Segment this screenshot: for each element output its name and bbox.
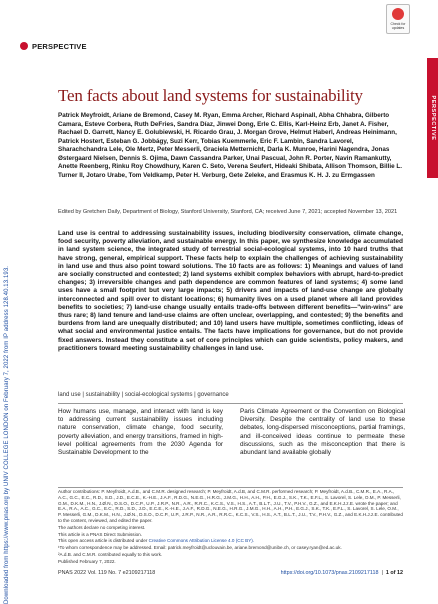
author-list: Patrick Meyfroidt, Ariane de Bremond, Casey M. Ryan, Emma Archer, Richard Aspinall, Abha Chhabra, Gilberto Camara, Esteve Corbera, Ruth DeFries, Sandra Díaz, Jinwei Dong, Erle C. Ellis, Karl-Heinz Erb, Janet A. Fisher, Rachael D. Garrett, Nancy E. Golubiewski, H. Ricardo Grau, J. Morgan Grove, Helmut Haberl, Andreas Heinimann, Patrick Hostert, Esteban G. Jobbágy, Suzi Kerr, Tobias Kuemmerle, Eric F. Lambin, Sandra Lavorel, Sharachchandra Lele, Ole Mertz, Peter Messerli, Graciela Metternicht, Darla K. Munroe, Harini Nagendra, Jonas Østergaard Nielsen, Dennis S. Ojima, Dawn Cassandra Parker, Unai Pascual, John R. Porter, Navin Ramankutty, Anette Reenberg, Rinku Roy Chowdhury, Karen C. Seto, Verena Seufert, Hideaki Shibata, Allison Thomson, Billie L. Turner II, Jotaro Urabe, Tom Veldkamp, Peter H. Verburg, Gete Zeleke, and Erasmus K. H. J. zu Ermgassen [58,112,402,179]
check-for-updates-label: Check for updates [390,22,406,30]
download-watermark: Downloaded from https://www.pnas.org by UNIV COLLEGE LONDON on February 7, 2022 from IP address 128.40.13.193. [4,265,10,604]
article-type-banner [20,40,87,52]
published-date: Published February 7, 2022. [58,558,116,564]
perspective-dot-icon [20,42,28,50]
check-for-updates-badge[interactable] [386,4,410,34]
keywords-divider [58,403,403,404]
equal-contribution: ²A.d.B. and C.M.R. contributed equally to this work. [58,551,163,557]
footer-right: https://doi.org/10.1073/pnas.2109217118 | 1 of 12 [280,570,403,576]
doi-link[interactable]: https://doi.org/10.1073/pnas.2109217118 [280,570,379,576]
correspondence: ¹To whom correspondence may be addressed. Email: patrick.meyfroidt@uclouvain.be, ariane.bremond@unibe.ch, or casey.ryan@ed.ac.uk. [58,545,342,551]
body-column-right: Paris Climate Agreement or the Convention on Biological Diversity. Despite the centrality of land use to these debates, long-dispersed misconceptions, partial framings, and ill-conceived ideas continue to permeate these discussions, such as the misconception that there is abundant land available globally [240,408,405,457]
license-prefix: This open access article is distributed under [58,538,149,544]
page-number: 1 of 12 [385,570,403,576]
edited-by-note: Edited by Gretchen Daily, Department of Biology, Stanford University, Stanford, CA; received June 7, 2021; accepted November 13, 2021 [58,209,398,215]
article-type-label: PERSPECTIVE [32,41,87,51]
section-side-label: PERSPECTIVE [430,95,436,141]
page-footer [58,570,403,578]
footnote-divider [58,487,403,488]
competing-interest: The authors declare no competing interest. [58,524,146,530]
body-column-left: How humans use, manage, and interact with land is key to addressing current sustainability issues including nature conservation, climate change, food security, poverty alleviation, and energy transitions, framed in high-level political agreements from the 2030 Agenda for Sustainable Development to the [58,408,223,457]
keywords: land use | sustainability | social-ecological systems | governance [58,392,229,398]
abstract: Land use is central to addressing sustainability issues, including biodiversity conservation, climate change, food security, poverty alleviation, and sustainable energy. In this paper, we synthesize knowledge accumulated in land system science, the integrated study of terrestrial social-ecological systems, into 10 hard truths that have strong, general, empirical support. These facts help to explain the challenges of achieving sustainability in land use and thus also point toward solutions. The 10 facts are as follows: 1) Meanings and values of land are socially constructed and contested; 2) land systems exhibit complex behaviors with abrupt, hard-to-predict changes; 3) irreversible changes and path dependence are common features of land systems; 4) some land uses have a small footprint but very large impacts; 5) drivers and impacts of land-use change are globally interconnected and spill over to distant locations; 6) humanity lives on a used planet where all land provides benefits to societies; 7) land-use change usually entails trade-offs between different benefits—"win-wins" are thus rare; 8) land tenure and land-use claims are often unclear, overlapping, and contested; 9) the benefits and burdens from land are unequally distributed; and 10) land users have multiple, sometimes conflicting, ideas of what social and environmental justice entails. The facts have implications for governance, but do not provide fixed answers. Instead they constitute a set of core principles which can guide scientists, policy makers, and practitioners toward meeting sustainability challenges in land use. [58,230,403,352]
license-link[interactable]: Creative Commons Attribution License 4.0 (CC BY). [148,538,255,544]
license-note [58,538,403,544]
check-for-updates-icon [392,8,404,20]
journal-citation: PNAS 2022 Vol. 119 No. 7 e2109217118 [58,570,156,576]
footnotes [58,489,403,566]
author-contributions: Author contributions: P. Meyfroidt, A.d.B., and C.M.R. designed research; P. Meyfroidt, A.d.B, and C.M.R. performed research; P. Meyfroidt, A.d.B., C.M.R., E.A., R.A., A.C., G.C., E.C., R.D., S.D., J.D., E.C.E., K.-H.E., J.A.F., R.D.G., N.E.G., H.R.G., J.M.G., H.H., A.H., P.H., E.G.J., S.K., T.K., E.F.L., S. Lavorel, S. Lele, O.M., P. Messerli, G.M., D.K.M., H.N., J.Ø.N., D.S.O., D.C.P., U.P., J.R.P., N.R., A.R., R.R.C., K.C.S., V.S., H.S., A.T., B.L.T., J.U., T.V., P.H.V., G.Z., and E.K.H.J.z.E. wrote the paper; and E.A., R.A., A.C., G.C., E.C., R.D., S.D., J.D., E.C.E., K.-H.E., J.A.F., R.D.G., N.E.G., H.R.G., J.M.G., H.H., A.H., P.H., E.G.J., S.K., T.K., E.F.L., S. Lavorel, S. Lele, O.M., P. Messerli, G.M., D.K.M., H.N., J.Ø.N., D.S.O., D.C.P., U.P., J.R.P., N.R., A.R., R.R.C., K.C.S., V.S., H.S., A.T., B.L.T., J.U., T.V., P.H.V., G.Z., and E.K.H.J.z.E. contributed to the content, reviewed, and edited the paper. [58,489,403,523]
direct-submission: This article is a PNAS Direct Submission. [58,531,142,537]
article-title: Ten facts about land systems for sustainability [58,86,363,105]
